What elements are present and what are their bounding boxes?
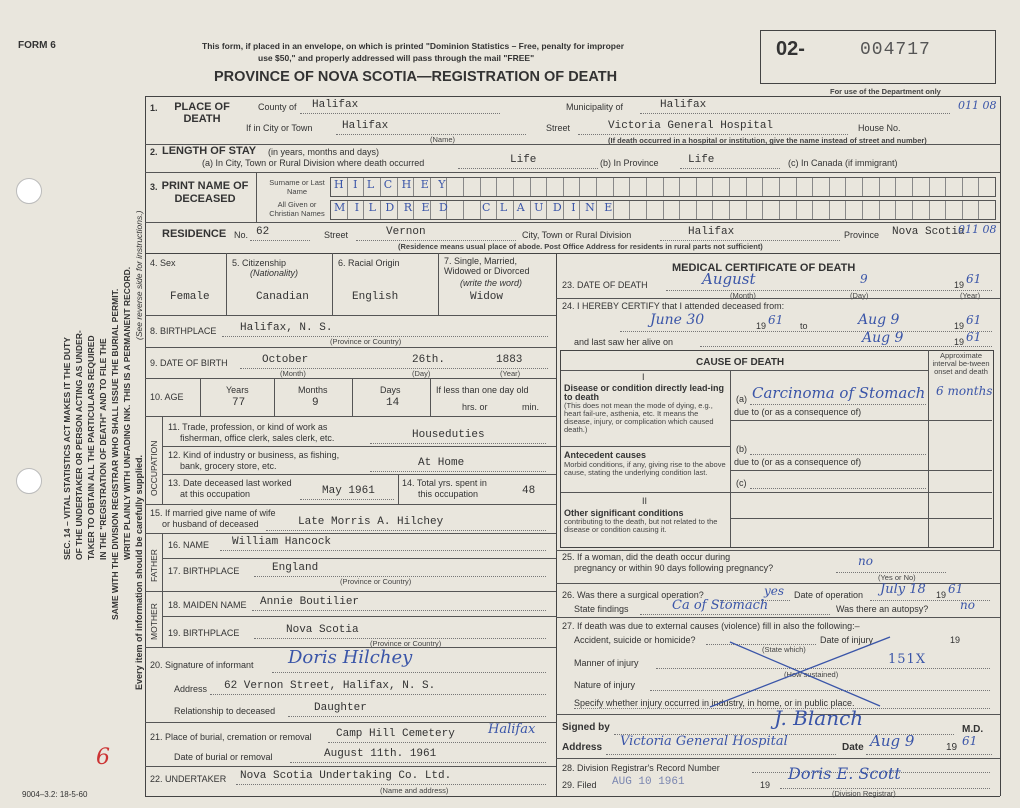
- q26-year: 61: [948, 582, 964, 596]
- form-title: PROVINCE OF NOVA SCOTIA—REGISTRATION OF DEATH: [214, 69, 618, 85]
- age-label: 10. AGE: [150, 392, 184, 402]
- lastsaw-date: Aug 9: [862, 330, 904, 346]
- county-value: Halifax: [312, 99, 359, 111]
- cause-a-label: (a): [736, 394, 747, 404]
- dod-day-label: (Day): [850, 291, 869, 300]
- filed-stamp: AUG 10 1961: [612, 776, 685, 788]
- footer-code: 9004–3.2: 18-5-60: [22, 790, 88, 799]
- occ-11a: 11. Trade, profession, or kind of work as: [168, 422, 328, 432]
- doctor-address: Victoria General Hospital: [620, 734, 788, 749]
- given-value-2: C L A U D I N E: [482, 201, 616, 214]
- sex-value: Female: [170, 291, 210, 303]
- q26-findings: Ca of Stomach: [672, 598, 769, 613]
- cause-a-value: Carcinoma of Stomach: [752, 384, 926, 402]
- informant-sig-label: 20. Signature of informant: [150, 660, 254, 670]
- signed-by-label: Signed by: [562, 722, 610, 733]
- attend-from-year-prefix: 19: [756, 321, 767, 331]
- sign-year: 61: [962, 734, 978, 748]
- occ-14-value: 48: [522, 485, 536, 497]
- birthplace-label: 8. BIRTHPLACE: [150, 326, 217, 336]
- age-months: 9: [312, 397, 319, 409]
- other-conditions-label: Other significant conditions: [564, 508, 684, 518]
- municipality-label: Municipality of: [566, 102, 624, 112]
- legal-text-4: IN THE "REGISTRATION OF DEATH" AND TO FILE THE: [98, 338, 108, 560]
- dob-day: 26th.: [412, 354, 446, 366]
- q27-how-sub: (How sustained): [784, 670, 839, 679]
- q27-where-label: Specify whether injury occurred in industry, in home, or in public place.: [574, 698, 855, 708]
- residence-label: RESIDENCE: [162, 228, 227, 240]
- dob-month-label: (Month): [280, 369, 306, 378]
- age-less-label: If less than one day old: [436, 385, 529, 395]
- dod-year-label: (Year): [960, 291, 981, 300]
- direct-cause-note: (This does not mean the mode of dying, e.g., heart fail-ure, asthenia, etc. It means the disease, injury, or complication which caused death.): [564, 401, 714, 434]
- dod-label: 23. DATE OF DEATH: [562, 280, 648, 290]
- age-min-label: min.: [522, 402, 540, 412]
- occ-12b: bank, grocery store, etc.: [180, 461, 277, 471]
- reg-prefix: 02-: [776, 38, 805, 60]
- spouse-label-1: 15. If married give name of wife: [150, 508, 276, 518]
- father-name-label: 16. NAME: [168, 540, 210, 550]
- sign-date: Aug 9: [870, 732, 915, 750]
- stay-label: LENGTH OF STAY: [162, 145, 257, 157]
- informant-rel-label: Relationship to deceased: [174, 706, 276, 716]
- stay-num: 2.: [150, 147, 158, 157]
- antecedent-label: Antecedent causes: [564, 450, 647, 460]
- given-label: All Given or Christian Names: [269, 200, 325, 218]
- residence-street: Vernon: [386, 226, 426, 238]
- birthplace-value: Halifax, N. S.: [240, 322, 333, 334]
- registrar-record-label: 28. Division Registrar's Record Number: [562, 763, 720, 773]
- age-days-label: Days: [380, 385, 401, 395]
- burial-date-label: Date of burial or removal: [174, 752, 273, 762]
- marital-label: 7. Single, Married, Widowed or Divorced: [444, 256, 530, 276]
- q26-year-prefix: 19: [936, 590, 947, 600]
- punch-hole-top: [16, 178, 42, 204]
- stay-b-label: (b) In Province: [600, 158, 659, 168]
- q25-sub: (Yes or No): [878, 573, 916, 582]
- place-num: 1.: [150, 103, 158, 113]
- street-label: Street: [546, 123, 571, 133]
- medical-title: MEDICAL CERTIFICATE OF DEATH: [672, 262, 856, 274]
- informant-addr: 62 Vernon Street, Halifax, N. S.: [224, 680, 436, 692]
- dod-day: 9: [860, 272, 868, 286]
- city-label: If in City or Town: [246, 123, 313, 133]
- surname-value: H I L C H E Y: [334, 178, 449, 191]
- attend-to-label: to: [800, 321, 808, 331]
- roman-two: II: [642, 496, 648, 506]
- sign-year-prefix: 19: [946, 742, 958, 753]
- undertaker-sub: (Name and address): [380, 786, 449, 795]
- age-years-label: Years: [226, 385, 249, 395]
- father-birthplace-sub: (Province or Country): [340, 577, 412, 586]
- marital-value: Widow: [470, 291, 504, 303]
- attend-from-year: 61: [768, 313, 784, 327]
- q25-line1: 25. If a woman, did the death occur during: [562, 552, 731, 562]
- father-side-label: FATHER: [149, 549, 159, 582]
- city-value: Halifax: [342, 120, 389, 132]
- father-name: William Hancock: [232, 536, 332, 548]
- q26-date-label: Date of operation: [794, 590, 864, 600]
- filed-year-prefix: 19: [760, 780, 771, 790]
- q27-label: 27. If death was due to external causes (violence) fill in also the following:–: [562, 621, 860, 631]
- street-value: Victoria General Hospital: [608, 120, 774, 132]
- lastsaw-year-prefix: 19: [954, 337, 965, 347]
- cause-c-label: (c): [736, 478, 747, 488]
- occupation-side-label: OCCUPATION: [149, 440, 159, 496]
- dept-note: For use of the Department only: [830, 87, 941, 96]
- other-conditions-note: contributing to the death, but not related to the disease or condition causing it.: [564, 517, 718, 534]
- burial-place-label: 21. Place of burial, cremation or removal: [150, 732, 312, 742]
- burial-place: Camp Hill Cemetery: [336, 728, 455, 740]
- occ-14b: this occupation: [418, 489, 479, 499]
- legal-text-3: TAKER TO OBTAIN ALL THE PARTICULARS REQUIRED: [86, 335, 96, 560]
- supply-note: Every item of information should be carefully supplied.: [134, 454, 144, 690]
- spouse-value: Late Morris A. Hilchey: [298, 516, 444, 528]
- hospital-note: (If death occurred in a hospital or institution, give the name instead of street and number): [608, 136, 927, 145]
- sign-date-label: Date: [842, 742, 864, 753]
- occ-14a: 14. Total yrs. spent in: [402, 478, 487, 488]
- marital-sub: (write the word): [460, 278, 523, 288]
- dod-year: 61: [966, 272, 982, 286]
- birthplace-sub: (Province or Country): [330, 337, 402, 346]
- residence-no-label: No.: [234, 230, 249, 240]
- municipality-value: Halifax: [660, 99, 707, 111]
- residence-note: (Residence means usual place of abode. Post Office Address for residents in rural parts not sufficient): [398, 242, 763, 251]
- legal-text-7: (See reverse side for instructions.): [134, 210, 144, 340]
- q25-value: no: [858, 554, 873, 568]
- cause-a-interval: 6 months: [936, 384, 993, 398]
- dod-month-label: (Month): [730, 291, 756, 300]
- mail-notice-1: This form, if placed in an envelope, on which is printed "Dominion Statistics – Free, penalty for improper: [202, 41, 625, 51]
- q27-year-prefix: 19: [950, 635, 961, 645]
- dob-day-label: (Day): [412, 369, 431, 378]
- residence-province-label: Province: [844, 230, 880, 240]
- citizenship-sub: (Nationality): [250, 268, 299, 278]
- father-birthplace: England: [272, 562, 319, 574]
- age-months-label: Months: [298, 385, 328, 395]
- occ-13-value: May 1961: [322, 485, 375, 497]
- lastsaw-label: and last saw her alive on: [574, 337, 674, 347]
- q26-findings-label: State findings: [574, 604, 629, 614]
- due-to-label-2: due to (or as a consequence of): [734, 457, 862, 467]
- print-name-label: PRINT NAME OF DECEASED: [161, 180, 249, 205]
- citizenship-value: Canadian: [256, 291, 309, 303]
- q27-nature-label: Nature of injury: [574, 680, 636, 690]
- informant-signature: Doris Hilchey: [288, 647, 413, 668]
- cross-out-mark: [700, 632, 900, 712]
- sex-label: 4. Sex: [150, 258, 176, 268]
- q26-date: July 18: [880, 582, 926, 597]
- q26-autopsy: no: [960, 598, 975, 612]
- occ-12-value: At Home: [418, 457, 465, 469]
- q27-code: 151X: [888, 652, 927, 667]
- dod-year-prefix: 19: [954, 280, 965, 290]
- dept-code-1: 011 08: [958, 99, 997, 112]
- division-registrar-label: (Division Registrar): [832, 789, 896, 798]
- legal-text-5: SAME WITH THE DIVISION REGISTRAR WHO SHALL ISSUE THE BURIAL PERMIT.: [110, 288, 120, 620]
- interval-header: Approximate interval be-tween onset and death: [932, 351, 990, 376]
- filed-label: 29. Filed: [562, 780, 597, 790]
- reg-number: 004717: [860, 40, 931, 60]
- mother-birthplace: Nova Scotia: [286, 624, 359, 636]
- residence-no: 62: [256, 226, 270, 238]
- q27-accident-label: Accident, suicide or homicide?: [574, 635, 696, 645]
- form-number: FORM 6: [18, 40, 56, 51]
- dob-label: 9. DATE OF BIRTH: [150, 358, 228, 368]
- punch-hole-bottom: [16, 468, 42, 494]
- mother-birthplace-label: 19. BIRTHPLACE: [168, 628, 240, 638]
- undertaker-value: Nova Scotia Undertaking Co. Ltd.: [240, 770, 452, 782]
- md-label: M.D.: [962, 724, 984, 735]
- occ-11-value: Houseduties: [412, 429, 485, 441]
- mail-notice-2: use $50," and properly addressed will pass through the mail "FREE": [258, 53, 535, 63]
- mother-birthplace-sub: (Province or Country): [370, 639, 442, 648]
- mother-name: Annie Boutilier: [260, 596, 360, 608]
- q26-autopsy-label: Was there an autopsy?: [836, 604, 929, 614]
- attend-to: Aug 9: [858, 312, 900, 328]
- dob-year: 1883: [496, 354, 523, 366]
- stay-b-value: Life: [688, 154, 715, 166]
- dept-code-2: 011 08: [958, 223, 997, 236]
- due-to-label-1: due to (or as a consequence of): [734, 407, 862, 417]
- attend-to-year: 61: [966, 313, 982, 327]
- residence-city-label: City, Town or Rural Division: [522, 230, 632, 240]
- city-name-label: (Name): [430, 135, 456, 144]
- certify-label: 24. I HEREBY CERTIFY that I attended deceased from:: [562, 301, 785, 311]
- roman-one: I: [642, 372, 645, 382]
- print-num: 3.: [150, 182, 158, 192]
- q26-value: yes: [764, 584, 785, 598]
- residence-city: Halifax: [688, 226, 735, 238]
- informant-rel: Daughter: [314, 702, 367, 714]
- occ-12a: 12. Kind of industry or business, as fishing,: [168, 450, 340, 460]
- dob-year-label: (Year): [500, 369, 521, 378]
- residence-street-label: Street: [324, 230, 349, 240]
- dod-month: August: [702, 270, 756, 288]
- mother-name-label: 18. MAIDEN NAME: [168, 600, 247, 610]
- cause-title: CAUSE OF DEATH: [696, 357, 785, 368]
- undertaker-label: 22. UNDERTAKER: [150, 774, 227, 784]
- stay-sub: (in years, months and days): [268, 147, 380, 157]
- doctor-address-label: Address: [562, 742, 603, 753]
- age-years: 77: [232, 397, 246, 409]
- attend-to-year-prefix: 19: [954, 321, 965, 331]
- stay-a-label: (a) In City, Town or Rural Division where death occurred: [202, 158, 425, 168]
- burial-date: August 11th. 1961: [324, 748, 437, 760]
- occ-13a: 13. Date deceased last worked: [168, 478, 292, 488]
- occ-13b: at this occupation: [180, 489, 251, 499]
- margin-mark: 6: [96, 745, 110, 770]
- cause-b-label: (b): [736, 444, 747, 454]
- direct-cause-label: Disease or condition directly lead-ing to death: [564, 383, 725, 402]
- dob-month: October: [262, 354, 309, 366]
- age-days: 14: [386, 397, 400, 409]
- q27-injury-date-label: Date of injury: [820, 635, 874, 645]
- lastsaw-year: 61: [966, 330, 982, 344]
- citizenship-label: 5. Citizenship: [232, 258, 287, 268]
- antecedent-note: Morbid conditions, if any, giving rise to the above cause, stating the underlying condition last.: [564, 460, 726, 477]
- mother-side-label: MOTHER: [149, 603, 159, 640]
- stay-c-label: (c) In Canada (if immigrant): [788, 158, 898, 168]
- legal-text-2: OF THE UNDERTAKER OR PERSON ACTING AS UNDER-: [74, 330, 84, 560]
- q27-manner-label: Manner of injury: [574, 658, 639, 668]
- county-label: County of: [258, 102, 297, 112]
- informant-addr-label: Address: [174, 684, 208, 694]
- q26-label: 26. Was there a surgical operation?: [562, 590, 704, 600]
- house-label: House No.: [858, 123, 901, 133]
- spouse-label-2: or husband of deceased: [162, 519, 259, 529]
- occ-11b: fisherman, office clerk, sales clerk, etc.: [180, 433, 335, 443]
- q25-line2: pregnancy or within 90 days following pregnancy?: [574, 563, 774, 573]
- burial-place-handwritten: Halifax: [488, 722, 536, 737]
- q27-accident-sub: (State which): [762, 645, 806, 654]
- residence-province: Nova Scotia: [892, 226, 965, 238]
- attend-from: June 30: [650, 312, 705, 328]
- racial-label: 6. Racial Origin: [338, 258, 400, 268]
- surname-label: Surname or Last Name: [269, 178, 325, 196]
- registrar-signature: Doris E. Scott: [788, 764, 901, 783]
- age-hrs-label: hrs. or: [462, 402, 488, 412]
- given-value-1: M I L D R E D: [334, 201, 451, 214]
- legal-text-6: WRITE PLAINLY WITH UNFADING INK. THIS IS A PERMANENT RECORD.: [122, 266, 132, 560]
- father-birthplace-label: 17. BIRTHPLACE: [168, 566, 240, 576]
- legal-text-1: SEC. 14 – VITAL STATISTICS ACT MAKES IT THE DUTY: [62, 337, 72, 560]
- stay-a-value: Life: [510, 154, 537, 166]
- doctor-signature: J. Blanch: [774, 706, 864, 730]
- place-label: PLACE OF DEATH: [174, 101, 230, 125]
- racial-value: English: [352, 291, 399, 303]
